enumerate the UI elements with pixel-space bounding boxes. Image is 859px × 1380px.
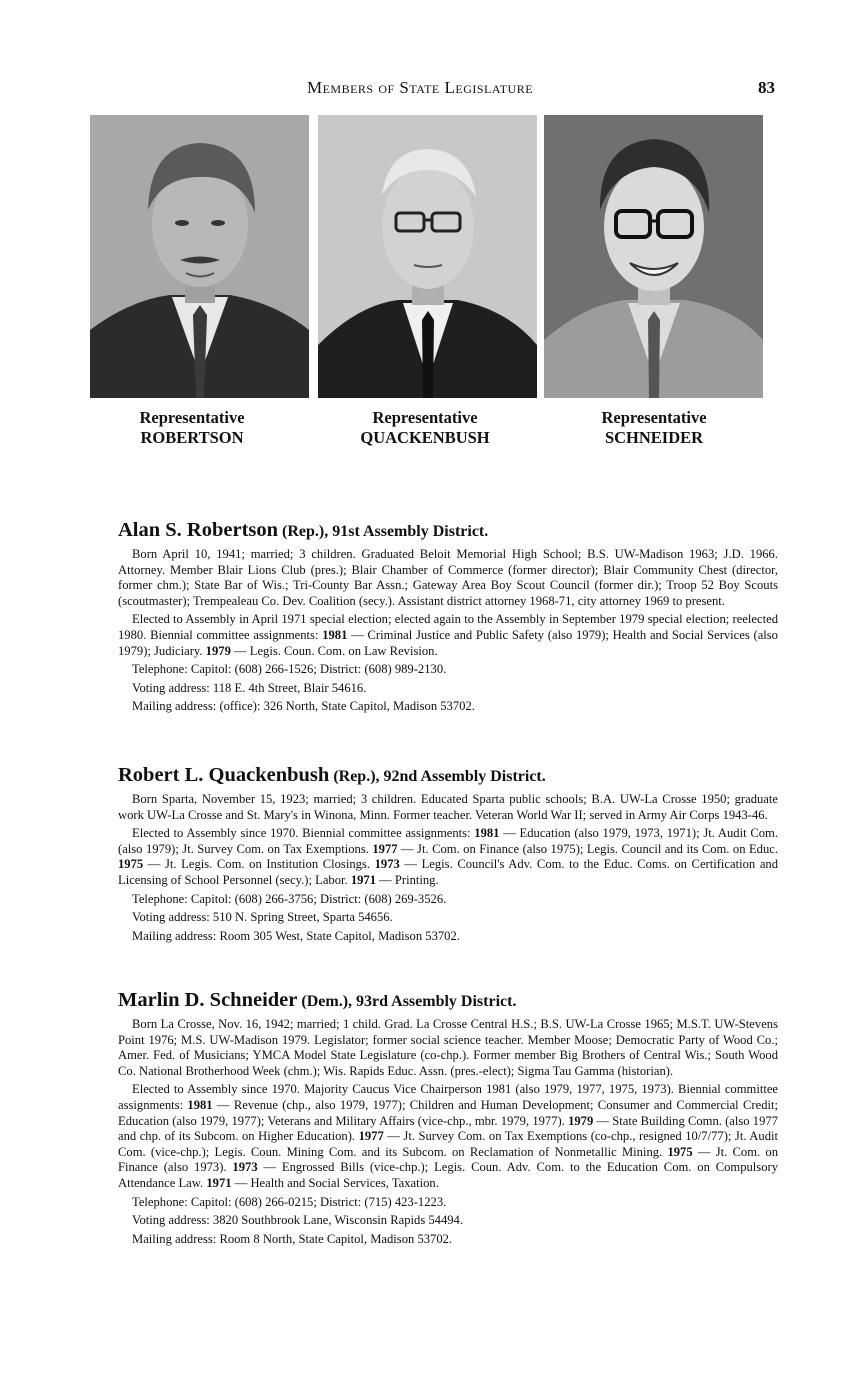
- robertson-portrait: [90, 115, 309, 398]
- caption-title: Representative: [601, 408, 707, 427]
- service-text: — Engrossed Bills (vice-chp.); Legis. Coun. Adv. Com. to the Education Com. on Compulsory Attendance Law.: [118, 1160, 778, 1190]
- service-text: — Jt. Com. on Finance (also 1975); Legis. Council and its Com. on Educ.: [397, 841, 779, 856]
- member-telephone: Telephone: Capitol: (608) 266-0215; District: (715) 423-1223.: [132, 1194, 447, 1209]
- schneider-portrait: [544, 115, 763, 398]
- member-district: , 93rd Assembly District.: [348, 993, 517, 1010]
- service-text: Elected to Assembly in April 1971 special election; elected again to the Assembly in September 1979 special election; reelected 1980. Biennial committee assignments:: [118, 612, 778, 642]
- member-party: (Dem.): [297, 993, 349, 1010]
- member-voting-address: Voting address: 510 N. Spring Street, Sparta 54656.: [132, 910, 393, 925]
- member-name: Alan S. Robertson: [118, 519, 279, 541]
- member-name: Marlin D. Schneider: [118, 989, 298, 1011]
- service-year: 1977: [358, 1129, 384, 1144]
- service-year: 1975: [118, 857, 144, 872]
- member-mailing-address: Mailing address: (office): 326 North, State Capitol, Madison 53702.: [132, 699, 475, 714]
- service-year: 1977: [372, 841, 398, 856]
- service-year: 1981: [187, 1097, 213, 1112]
- caption-title: Representative: [139, 408, 245, 427]
- service-year: 1979: [568, 1113, 594, 1128]
- robertson-caption: [82, 408, 302, 448]
- service-text: — Printing.: [376, 872, 439, 887]
- running-header: [0, 78, 859, 102]
- page-title: Members of State Legislature: [306, 78, 534, 97]
- quackenbush-portrait: [318, 115, 537, 398]
- member-district: , 91st Assembly District.: [324, 523, 489, 540]
- service-year: 1971: [350, 872, 376, 887]
- member-party: (Rep.): [329, 768, 376, 785]
- member-service: [118, 826, 778, 888]
- member-entry-robertson: [118, 518, 778, 718]
- member-party: (Rep.): [278, 523, 325, 540]
- service-year: 1975: [667, 1144, 693, 1159]
- member-telephone: Telephone: Capitol: (608) 266-3756; District: (608) 269-3526.: [132, 891, 447, 906]
- service-text: Elected to Assembly since 1970. Biennial committee assignments:: [132, 826, 475, 841]
- service-text: — State Building Comn. (also 1977 and chp. of its Subcom. on Higher Education).: [118, 1113, 778, 1144]
- service-year: 1981: [322, 627, 348, 642]
- service-text: Elected to Assembly since 1970. Majority Caucus Vice Chairperson 1981 (also 1979, 1977, 1975, 1973). Biennial committee assignments:: [118, 1082, 778, 1112]
- service-text: — Jt. Legis. Com. on Institution Closings.: [143, 857, 375, 872]
- member-voting-address: Voting address: 3820 Southbrook Lane, Wisconsin Rapids 54494.: [132, 1213, 463, 1228]
- service-text: — Jt. Com. on Finance (also 1973).: [118, 1144, 778, 1175]
- member-telephone: Telephone: Capitol: (608) 266-1526; District: (608) 989-2130.: [132, 662, 447, 677]
- service-text: — Legis. Council's Adv. Com. to the Educ. Coms. on Certification and Licensing of School Personnel (secy.); Labor.: [118, 857, 778, 887]
- service-text: — Criminal Justice and Public Safety (also 1979); Health and Social Services (also 1979); Judiciary.: [118, 627, 778, 658]
- caption-name: ROBERTSON: [140, 428, 244, 447]
- service-text: — Education (also 1979, 1973, 1971); Jt. Audit Com. (also 1979); Jt. Survey Com. on Tax Exemptions.: [118, 826, 778, 856]
- member-mailing-address: Mailing address: Room 8 North, State Capitol, Madison 53702.: [132, 1231, 453, 1246]
- service-text: — Health and Social Services, Taxation.: [231, 1175, 439, 1190]
- service-year: 1971: [206, 1175, 232, 1190]
- member-service: [118, 1082, 778, 1191]
- service-year: 1981: [474, 826, 500, 841]
- quackenbush-caption: [315, 408, 535, 448]
- service-year: 1973: [232, 1160, 258, 1175]
- member-bio: Born La Crosse, Nov. 16, 1942; married; 1 child. Grad. La Crosse Central H.S.; B.S. UW-La Crosse 1965; M.S.T. UW-Stevens Point 1976; M.S. UW-Madison 1979. Legislator; former social science teacher. Member Moose; Democratic Party of Wood Co.; Amer. Fed. of Musicians; YMCA Model State Legislature (co-chp.). Former member Big Brothers of Central Wis.; South Wood Co. National Brotherhood Week (chm.); Wis. Rapids Educ. Assn. (pres.-elect); Sigma Tau Gamma (historian).: [118, 1017, 778, 1078]
- member-bio: Born April 10, 1941; married; 3 children. Graduated Beloit Memorial High School; B.S. UW-Madison 1963; J.D. 1966. Attorney. Member Blair Lions Club (pres.); Blair Chamber of Commerce (former director); Blair Community Chest (director, former chm.); State Bar of Wis.; Tri-County Bar Assn.; Gateway Area Boy Scout Council (former dir.); Troop 52 Boy Scouts (scoutmaster); Trempealeau Co. Dev. Coalition (secy.). Assistant district attorney 1968-71, city attorney 1969 to present.: [118, 547, 778, 608]
- service-text: — Jt. Survey Com. on Tax Exemptions (co-chp., resigned 10/7/77); Jt. Audit Com. (vice-chp.); Legis. Coun. Mining Com. and its Subcom. on Reclamation of Nonmetallic Mining.: [118, 1129, 778, 1159]
- member-voting-address: Voting address: 118 E. 4th Street, Blair 54616.: [132, 680, 367, 695]
- member-entry-quackenbush: [118, 763, 778, 947]
- caption-title: Representative: [372, 408, 478, 427]
- caption-name: SCHNEIDER: [604, 428, 704, 447]
- schneider-caption: [544, 408, 764, 448]
- member-heading: [118, 988, 778, 1014]
- member-heading: [118, 763, 778, 789]
- page-number: 83: [758, 78, 775, 97]
- caption-name: QUACKENBUSH: [360, 428, 490, 447]
- member-entry-schneider: [118, 988, 778, 1250]
- member-mailing-address: Mailing address: Room 305 West, State Capitol, Madison 53702.: [132, 928, 460, 943]
- service-year: 1979: [205, 643, 231, 658]
- service-text: — Legis. Coun. Com. on Law Revision.: [230, 643, 438, 658]
- member-district: , 92nd Assembly District.: [375, 768, 546, 785]
- member-bio: Born Sparta, November 15, 1923; married; 3 children. Educated Sparta public schools; B.A. UW-La Crosse 1950; graduate work UW-La Crosse and St. Mary's in Winona, Minn. Former teacher. Veteran World War II; served in Army Air Corps 1943-46.: [118, 792, 778, 822]
- member-service: [118, 612, 778, 659]
- member-name: Robert L. Quackenbush: [118, 764, 330, 786]
- portrait-row: [90, 115, 765, 398]
- service-year: 1973: [374, 857, 400, 872]
- service-text: — Revenue (chp., also 1979, 1977); Children and Human Development; Consumer and Commercial Credit; Education (also 1979, 1977); Veterans and Military Affairs (vice-chp., mbr. 1979, 1977).: [118, 1097, 778, 1128]
- member-heading: [118, 518, 778, 544]
